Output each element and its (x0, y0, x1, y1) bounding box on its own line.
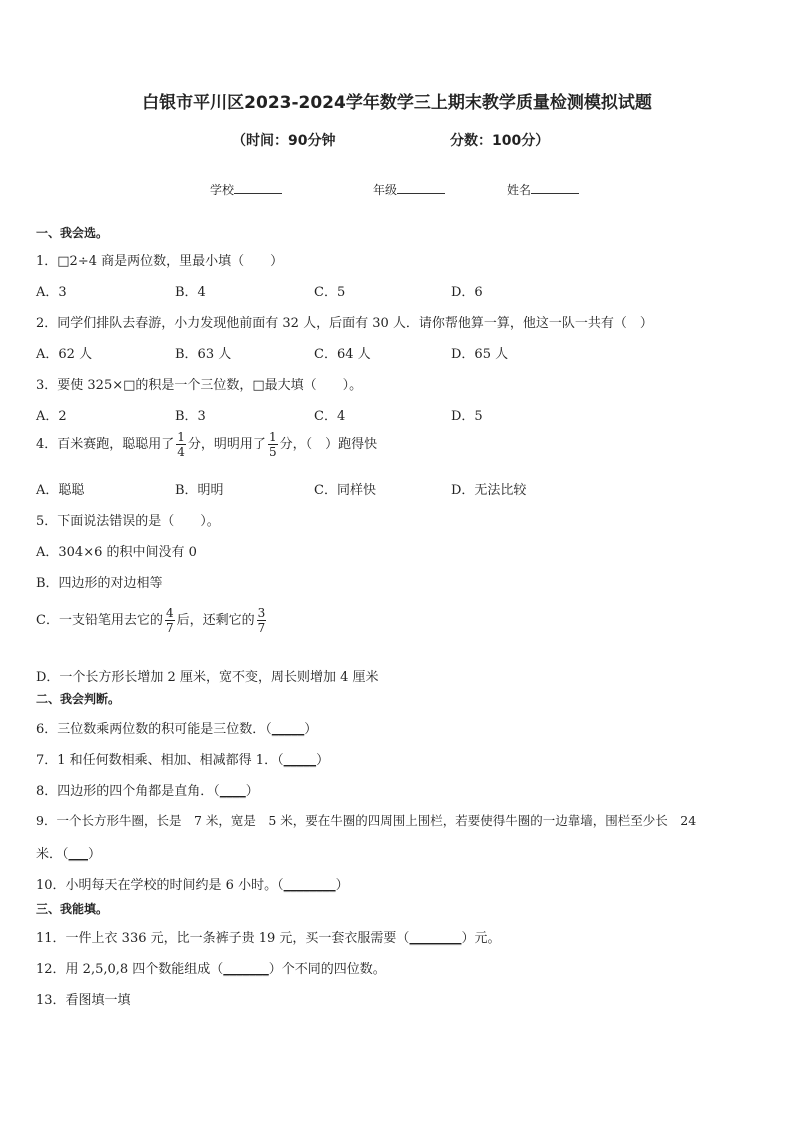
q9-end: ） (88, 847, 102, 862)
q7-text: 7．1 和任何数相乘、相加、相减都得 1．（ (36, 753, 284, 768)
q5-fraction-2-denominator: 7 (257, 621, 266, 635)
q9-text: 米．（ (36, 847, 69, 862)
q2-option-d[interactable]: D．65 人 (451, 347, 509, 362)
q10-text: 10．小明每天在学校的时间约是 6 小时。（ (36, 878, 284, 893)
total-score: 分数：100分） (450, 133, 550, 149)
q4-fraction-2-denominator: 5 (268, 445, 277, 459)
q4-option-a[interactable]: A．聪聪 (36, 483, 85, 498)
q5-option-d[interactable]: D．一个长方形长增加 2 厘米，宽不变，周长则增加 4 厘米 (36, 670, 379, 685)
q6-answer-blank[interactable]: _____ (271, 722, 305, 737)
question-6 (36, 718, 317, 737)
q2-option-b[interactable]: B．63 人 (175, 347, 232, 362)
q8-end: ） (245, 784, 259, 799)
q12-text: 12．用 2,5,0,8 四个数能组成（ (36, 962, 224, 977)
question-2: 2．同学们排队去春游，小力发现他前面有 32 人，后面有 30 人．请你帮他算一算，他这一队一共有（ ） (36, 316, 653, 331)
q6-text: 6．三位数乘两位数的积可能是三位数．（ (36, 722, 272, 737)
q5-fraction-1-denominator: 7 (165, 621, 174, 635)
question-10 (36, 874, 349, 893)
name-blank[interactable] (531, 181, 579, 194)
grade-field[interactable] (373, 181, 445, 198)
q5-fraction-2-numerator: 3 (257, 606, 266, 620)
q5-option-c-prefix: C．一支铅笔用去它的 (36, 613, 163, 628)
page-title: 白银市平川区2023-2024学年数学三上期末教学质量检测模拟试题 (142, 93, 652, 113)
q7-end: ） (316, 753, 330, 768)
grade-label: 年级 (373, 183, 398, 197)
q5-option-c-middle: 后，还剩它的 (176, 613, 255, 628)
q3-option-d[interactable]: D．5 (451, 409, 483, 424)
q10-end: ） (335, 878, 349, 893)
q3-option-a[interactable]: A．2 (36, 409, 67, 424)
q6-end: ） (304, 722, 318, 737)
q3-option-c[interactable]: C．4 (314, 409, 346, 424)
school-field[interactable] (210, 181, 282, 198)
q4-fraction-1 (176, 430, 186, 459)
name-field[interactable] (507, 181, 579, 198)
q4-prefix: 4．百米赛跑，聪聪用了 (36, 437, 175, 452)
q10-answer-blank[interactable]: ________ (283, 878, 336, 893)
question-7 (36, 749, 329, 768)
question-13: 13．看图填一填 (36, 993, 131, 1008)
q12-end: ）个不同的四位数。 (268, 962, 386, 977)
q3-option-b[interactable]: B．3 (175, 409, 206, 424)
q2-option-c[interactable]: C．64 人 (314, 347, 371, 362)
q2-option-a[interactable]: A．62 人 (36, 347, 93, 362)
q12-answer-blank[interactable]: _______ (223, 962, 269, 977)
q11-answer-blank[interactable]: ________ (409, 931, 462, 946)
q5-option-c[interactable] (36, 606, 268, 635)
q4-middle: 分，明明用了 (187, 437, 266, 452)
q4-suffix: 分，（ ）跑得快 (279, 437, 378, 452)
q1-option-b[interactable]: B．4 (175, 285, 206, 300)
section-heading-choice: 一、我会选。 (36, 226, 109, 240)
q4-fraction-1-numerator: 1 (177, 430, 185, 444)
q1-option-c[interactable]: C．5 (314, 285, 346, 300)
q4-fraction-2-numerator: 1 (268, 430, 277, 444)
question-5: 5．下面说法错误的是（ ）。 (36, 514, 220, 529)
question-9-line-1: 9．一个长方形牛圈，长是 7 米，宽是 5 米，要在牛圈的四周围上围栏，若要使得牛圈的一边靠墙，围栏至少长 24 (36, 813, 697, 828)
q7-answer-blank[interactable]: _____ (283, 753, 317, 768)
question-11 (36, 927, 500, 946)
section-heading-fill: 三、我能填。 (36, 902, 109, 916)
question-3: 3．要使 325×□的积是一个三位数，□最大填（ ）。 (36, 378, 363, 393)
q5-fraction-1-numerator: 4 (165, 606, 174, 620)
question-12 (36, 958, 386, 977)
q5-fraction-2 (257, 606, 267, 635)
q11-end: ）元。 (461, 931, 501, 946)
q8-answer-blank[interactable]: ____ (219, 784, 246, 799)
q4-option-b[interactable]: B．明明 (175, 483, 224, 498)
q4-fraction-2 (268, 430, 278, 459)
question-8 (36, 780, 259, 799)
q5-option-a[interactable]: A．304×6 的积中间没有 0 (36, 545, 197, 560)
school-label: 学校 (210, 183, 235, 197)
question-1: 1．□2÷4 商是两位数，里最小填（ ） (36, 254, 284, 269)
name-label: 姓名 (507, 183, 532, 197)
school-blank[interactable] (234, 181, 282, 194)
grade-blank[interactable] (397, 181, 445, 194)
q8-text: 8．四边形的四个角都是直角．（ (36, 784, 220, 799)
q5-option-b[interactable]: B．四边形的对边相等 (36, 576, 163, 591)
section-heading-judge: 二、我会判断。 (36, 692, 121, 706)
q4-option-d[interactable]: D．无法比较 (451, 483, 527, 498)
q5-fraction-1 (165, 606, 175, 635)
q9-answer-blank[interactable]: ___ (68, 847, 89, 862)
q1-option-a[interactable]: A．3 (36, 285, 67, 300)
time-limit: （时间：90分钟 (232, 133, 336, 149)
q4-fraction-1-denominator: 4 (177, 445, 185, 459)
question-4 (36, 430, 377, 459)
q11-text: 11．一件上衣 336 元，比一条裤子贵 19 元，买一套衣服需要（ (36, 931, 410, 946)
q1-option-d[interactable]: D．6 (451, 285, 483, 300)
q4-option-c[interactable]: C．同样快 (314, 483, 376, 498)
question-9-line-2 (36, 843, 101, 862)
